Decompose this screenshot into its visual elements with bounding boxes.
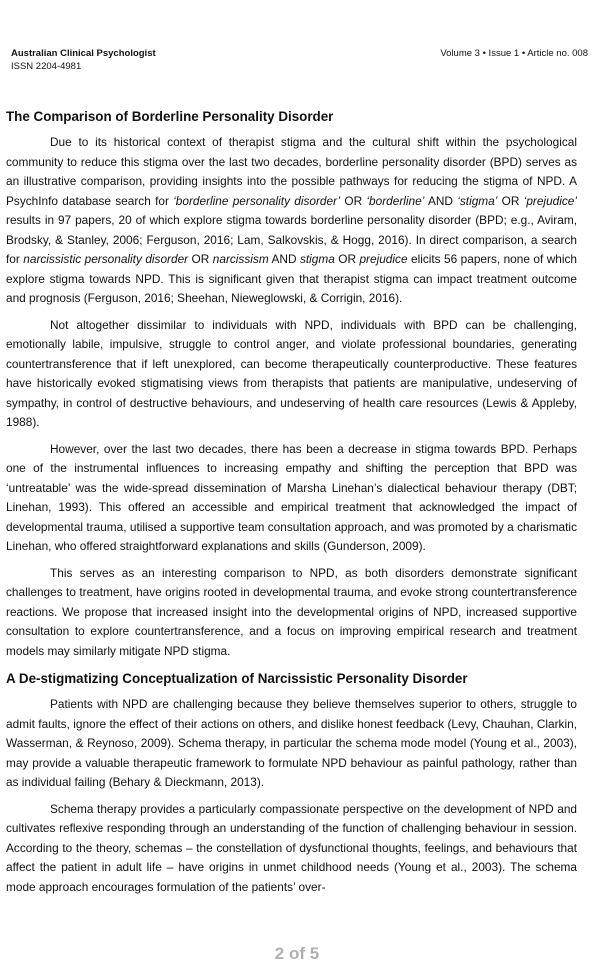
italic-text: ‘borderline personality disorder’ <box>173 193 341 208</box>
issn-label: ISSN 2204-4981 <box>11 61 82 72</box>
text-run: elicits 56 papers, none of which explore stigma towards NPD. This is significant given that therapist stigma can impact treatment outcome and prognosis (Ferguson, 2016; Sheehan, Nieweglowski, & Corrigin, 2016). <box>6 252 577 305</box>
section-heading: The Comparison of Borderline Personality Disorder <box>6 109 334 124</box>
text-run: OR <box>497 193 524 208</box>
article-body <box>6 108 577 904</box>
text-run: This serves as an interesting comparison to NPD, as both disorders demonstrate significant challenges to treatment, have origins rooted in developmental trauma, and evoke strong countertransference reactions. We propose that increased insight into the developmental origins of NPD, increased supportive consultation to explore countertransference, and a focus on improving empirical research and treatment models may similarly mitigate NPD stigma. <box>6 565 577 658</box>
journal-header <box>11 47 156 73</box>
text-run: However, over the last two decades, there has been a decrease in stigma towards BPD. Perhaps one of the instrumental influences to increasing empathy and shifting the perception that BPD was ‘untreatable’ was the wide-spread dissemination of Marsha Linehan’s dialectical behaviour therapy (DBT; Linehan, 1993). This offered an accessible and empirical treatment that acknowledged the impact of developmental trauma, utilised a supportive team consultation approach, and was promoted by a charismatic Linehan, who offered straightforward explanations and skills (Gunderson, 2009). <box>6 441 577 553</box>
italic-text: prejudice <box>359 252 408 266</box>
text-run: OR <box>334 252 360 266</box>
journal-title: Australian Clinical Psychologist <box>11 48 156 59</box>
page-indicator: 2 of 5 <box>274 944 320 963</box>
body-paragraph <box>6 440 577 557</box>
text-run: AND <box>268 252 300 266</box>
section-heading: A De-stigmatizing Conceptualization of Narcissistic Personality Disorder <box>6 671 468 686</box>
text-run: Not altogether dissimilar to individuals with NPD, individuals with BPD can be challenging, emotionally labile, impulsive, struggle to control anger, and violate professional boundaries, generating countertransference that if left unexplored, can become therapeutically counterproductive. These features have historically evoked stigmatising views from therapists that patients are manipulative, undeserving of sympathy, in control of destructive behaviours, and undeserving of health care resources (Lewis & Appleby, 1988). <box>6 317 577 429</box>
italic-text: narcissistic personality disorder <box>23 252 189 266</box>
body-paragraph <box>6 133 577 309</box>
text-run: Patients with NPD are challenging because they believe themselves superior to others, struggle to admit faults, ignore the effect of their actions on others, and dislike honest feedback (Levy, Chauhan, Clarkin, Wasserman, & Reynoso, 2009). Schema therapy, in particular the schema mode model (Young et al., 2003), may provide a valuable therapeutic framework to formulate NPD behaviour as painful pathology, rather than as individual failing (Behary & Dieckmann, 2013). <box>6 697 577 789</box>
italic-text: narcissism <box>212 252 269 266</box>
text-run: AND <box>424 193 458 208</box>
italic-text: ‘stigma’ <box>457 193 498 208</box>
text-run: results in 97 papers, 20 of which explore stigma towards borderline personality disorder (BPD; e.g., Aviram, Brodsky, & Stanley, 2006; Ferguson, 2016; Lam, Salkovskis, & Hogg, 2016). In direct comparison, a search for <box>6 213 577 266</box>
italic-text: ‘borderline’ <box>366 193 425 208</box>
text-run: Schema therapy provides a particularly compassionate perspective on the development of NPD and cultivates reflexive responding through an understanding of the function of challenging behaviour in session. According to the theory, schemas – the constellation of dysfunctional thoughts, feelings, and behaviours that affect the patient in adult life – have origins in unmet childhood needs (Young et al., 2003). The schema mode approach encourages formulation of the patients’ over- <box>6 801 577 894</box>
body-paragraph <box>6 800 577 898</box>
body-paragraph <box>6 695 577 793</box>
text-run: Due to its historical context of therapist stigma and the cultural shift within the psychological community to reduce this stigma over the last two decades, borderline personality disorder (BPD) serves as an illustrative comparison, providing insights into the possible pathways for reducing the stigma of NPD. A PsychInfo database search for <box>6 135 577 208</box>
body-paragraph <box>6 316 577 433</box>
text-run: OR <box>340 193 367 208</box>
issue-info: Volume 3 • Issue 1 • Article no. 008 <box>440 48 588 59</box>
italic-text: stigma <box>299 252 335 266</box>
body-paragraph <box>6 564 577 662</box>
text-run: OR <box>188 252 213 266</box>
italic-text: ‘prejudice’ <box>523 193 578 208</box>
